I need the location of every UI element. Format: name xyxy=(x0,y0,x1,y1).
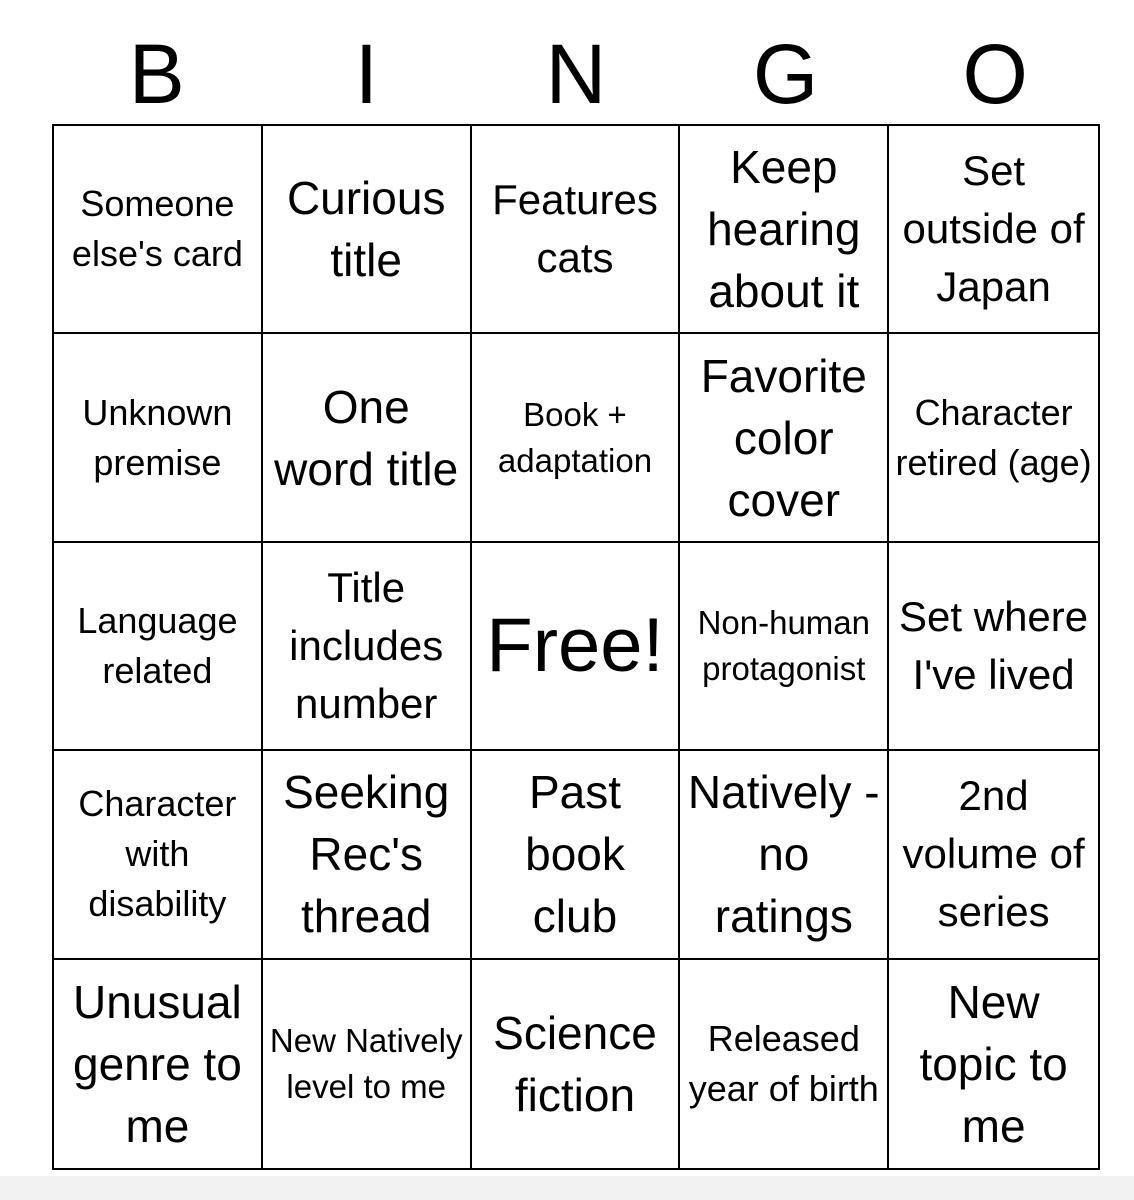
bingo-cell[interactable] xyxy=(889,960,1098,1168)
cell-label: Character with disability xyxy=(78,783,237,925)
cell-label: Set outside of Japan xyxy=(902,147,1085,311)
bingo-cell[interactable] xyxy=(889,543,1098,751)
cell-label: Curious title xyxy=(286,172,446,287)
bingo-cell[interactable] xyxy=(472,126,681,334)
bingo-cell[interactable] xyxy=(680,334,889,542)
free-space-label: Free! xyxy=(486,602,664,688)
bingo-cell[interactable] xyxy=(263,334,472,542)
bingo-grid xyxy=(52,124,1100,1170)
cell-label: Features cats xyxy=(492,176,658,282)
cell-label: New topic to me xyxy=(919,975,1068,1152)
header-letter-n: N xyxy=(545,27,607,121)
cell-label: Character retired (age) xyxy=(895,391,1092,483)
free-space-cell[interactable] xyxy=(472,543,681,751)
cell-label: Set where I've lived xyxy=(899,592,1089,698)
cell-label: Someone else's card xyxy=(71,183,243,275)
cell-label: Language related xyxy=(77,599,238,691)
bingo-cell[interactable] xyxy=(472,751,681,959)
bingo-cell[interactable] xyxy=(263,543,472,751)
bingo-cell[interactable] xyxy=(54,126,263,334)
header-letter-i: I xyxy=(354,27,379,121)
cell-label: Past book club xyxy=(525,766,625,943)
bingo-header xyxy=(52,26,1100,122)
bingo-cell[interactable] xyxy=(54,960,263,1168)
bingo-cell[interactable] xyxy=(263,960,472,1168)
cell-label: Seeking Rec's thread xyxy=(283,766,450,943)
bingo-cell[interactable] xyxy=(263,751,472,959)
bottom-strip xyxy=(0,1176,1134,1200)
bingo-cell[interactable] xyxy=(263,126,472,334)
bingo-cell[interactable] xyxy=(680,751,889,959)
bingo-cell[interactable] xyxy=(680,543,889,751)
bingo-cell[interactable] xyxy=(680,126,889,334)
cell-label: Released year of birth xyxy=(688,1017,879,1109)
bingo-cell[interactable] xyxy=(54,751,263,959)
bingo-cell[interactable] xyxy=(680,960,889,1168)
bingo-cell[interactable] xyxy=(54,334,263,542)
bingo-cell[interactable] xyxy=(54,543,263,751)
cell-label: Title includes number xyxy=(289,563,444,727)
cell-label: Science fiction xyxy=(493,1006,657,1121)
header-letter-o: O xyxy=(962,27,1028,121)
cell-label: Keep hearing about it xyxy=(707,141,861,318)
cell-label: Non-human protagonist xyxy=(697,603,870,687)
cell-label: Favorite color cover xyxy=(700,349,867,526)
bingo-cell[interactable] xyxy=(889,751,1098,959)
header-letter-g: G xyxy=(752,27,819,121)
cell-label: New Natively level to me xyxy=(269,1021,463,1105)
cell-label: 2nd volume of series xyxy=(902,772,1085,936)
cell-label: One word title xyxy=(274,380,459,495)
cell-label: Unknown premise xyxy=(82,391,233,483)
bingo-cell[interactable] xyxy=(889,334,1098,542)
cell-label: Unusual genre to me xyxy=(73,975,242,1152)
cell-label: Book + adaptation xyxy=(497,395,653,479)
header-letter-b: B xyxy=(128,27,185,121)
cell-label: Natively - no ratings xyxy=(687,766,880,943)
bingo-cell[interactable] xyxy=(472,960,681,1168)
bingo-cell[interactable] xyxy=(889,126,1098,334)
bingo-cell[interactable] xyxy=(472,334,681,542)
